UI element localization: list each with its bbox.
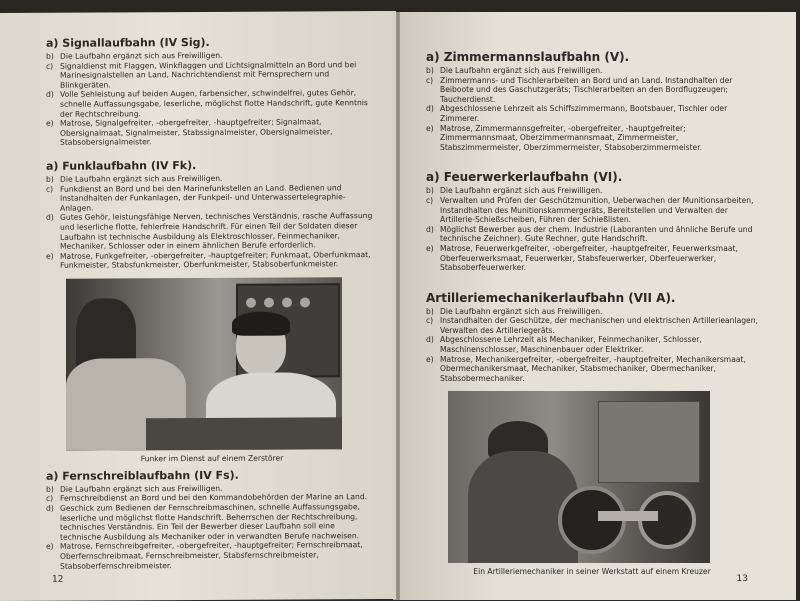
item-text: Die Laufbahn ergänzt sich aus Freiwilligen. bbox=[440, 186, 603, 196]
item-text: Die Laufbahn ergänzt sich aus Freiwilligen. bbox=[60, 173, 223, 184]
item-label: c) bbox=[426, 195, 434, 205]
item-label: e) bbox=[426, 243, 434, 253]
item-text: Matrose, Signalgefreiter, -obergefreiter, -hauptgefreiter; Signalmaat, Obersignalmaat, Signalmeister, Stabssignalmeister, Obersignalmeister, Stabsobersignalmeister. bbox=[60, 117, 333, 148]
item-text: Geschick zum Bedienen der Fernschreibmaschinen, schnelle Auffassungsgabe, leserliche und möglichst flotte Handschrift. Beherrschen der Rechtschreibung, technisches Verständnis. Ein Teil der Bewerber dieser Laufbahn soll eine technische Ausbildung als Mechaniker oder in verwandten Berufe nachweisen. bbox=[60, 502, 360, 542]
list-item bbox=[46, 502, 378, 542]
item-label: c) bbox=[46, 494, 54, 504]
page-number: 13 bbox=[736, 574, 748, 584]
section-artilleriemechanikerlaufbahn bbox=[426, 291, 758, 384]
list-item bbox=[46, 60, 378, 91]
list-item bbox=[426, 225, 758, 244]
item-text: Matrose, Zimmermannsgefreiter, -obergefreiter, -hauptgefreiter; Zimmermannsmaat, Oberzimmermannsmaat, Zimmermeister, Stabszimmermeister, Oberzimmermeister, Stabsoberzimmermeister. bbox=[440, 123, 703, 152]
item-label: e) bbox=[46, 118, 54, 128]
section-funklaufbahn bbox=[46, 158, 378, 271]
item-label: c) bbox=[46, 184, 54, 194]
item-text: Die Laufbahn ergänzt sich aus Freiwilligen. bbox=[60, 50, 223, 61]
item-text: Funkdienst an Bord und bei den Marinefunkstellen an Land. Bedienen und Instandhalten der Funkanlagen, der Funkpeil- und Unterwassertelegraphie-Anlagen. bbox=[60, 182, 346, 213]
section-heading: a) Funklaufbahn (IV Fk). bbox=[46, 158, 197, 173]
item-label: e) bbox=[46, 251, 54, 261]
list-item bbox=[426, 355, 758, 384]
item-text: Verwalten und Prüfen der Geschützmunition, Ueberwachen der Munitionsarbeiten, Instandhalten des Munitionskammergeräts, Bereitstellen und Verwalten der Artillerie-Schießscheiben, Führen der Schießlisten. bbox=[440, 195, 754, 225]
list-item bbox=[426, 335, 758, 354]
item-text: Fernschreibdienst an Bord und bei den Kommandobehörden der Marine an Land. bbox=[60, 492, 368, 504]
section-signallaufbahn bbox=[46, 35, 378, 148]
section-heading: a) Feuerwerkerlaufbahn (VI). bbox=[426, 170, 623, 185]
item-label: c) bbox=[426, 75, 434, 85]
list-item bbox=[426, 104, 758, 123]
item-label: e) bbox=[46, 542, 54, 552]
list-item bbox=[46, 211, 378, 251]
item-label: d) bbox=[46, 503, 54, 513]
item-label: d) bbox=[426, 104, 434, 114]
list-item bbox=[46, 183, 378, 214]
item-text: Matrose, Feuerwerkgefreiter, -obergefreiter, -hauptgefreiter, Feuerwerksmaat, Oberfeuerwerksmaat, Feuerwerker, Stabsfeuerwerker, Oberfeuerwerker, Stabsoberfeuerwerker. bbox=[440, 243, 738, 273]
item-label: b) bbox=[426, 186, 434, 196]
section-heading: a) Fernschreiblaufbahn (IV Fs). bbox=[46, 468, 239, 483]
item-label: c) bbox=[426, 316, 434, 326]
item-text: Die Laufbahn ergänzt sich aus Freiwilligen. bbox=[440, 306, 603, 316]
left-page bbox=[0, 11, 396, 601]
section-heading: Artilleriemechanikerlaufbahn (VII A). bbox=[426, 290, 676, 305]
list-item bbox=[426, 76, 758, 105]
right-page bbox=[400, 12, 796, 600]
item-text: Abgeschlossene Lehrzeit als Mechaniker, Feinmechaniker, Schlosser, Maschinenschlosser, Maschinenbauer oder Elektriker. bbox=[440, 335, 702, 355]
photo-caption: Funker im Dienst auf einem Zerstörer bbox=[140, 453, 284, 464]
item-text: Abgeschlossene Lehrzeit als Schiffszimmermann, Bootsbauer, Tischler oder Zimmerer. bbox=[440, 104, 728, 123]
list-item bbox=[426, 196, 758, 225]
list-item bbox=[46, 88, 378, 119]
item-text: Instandhalten der Geschütze, der mechanischen und elektrischen Artillerieanlagen, Verwalten des Artilleriegeräts. bbox=[440, 316, 758, 335]
photo-radio-operator bbox=[66, 277, 342, 450]
section-fernschreiblaufbahn bbox=[46, 468, 378, 571]
photo-caption: Ein Artilleriemechaniker in seiner Werkstatt auf einem Kreuzer bbox=[473, 567, 711, 577]
section-feuerwerkerlaufbahn bbox=[426, 170, 758, 272]
item-label: d) bbox=[46, 90, 54, 100]
item-text: Matrose, Mechanikergefreiter, -obergefreiter, -hauptgefreiter, Mechanikersmaat, Obermechanikersmaat, Mechaniker, Stabsmechaniker, Obermechaniker, Stabsobermechaniker. bbox=[440, 354, 746, 383]
item-label: c) bbox=[46, 61, 54, 71]
item-label: d) bbox=[426, 335, 434, 345]
list-item bbox=[426, 186, 758, 196]
item-text: Matrose, Funkgefreiter, -obergefreiter, -hauptgefreiter; Funkmaat, Oberfunkmaat, Funkmeister, Stabsfunkmeister, Oberfunkmeister, Stabsoberfunkmeister. bbox=[60, 249, 371, 271]
list-item bbox=[426, 244, 758, 273]
list-item bbox=[426, 316, 758, 335]
item-label: d) bbox=[46, 213, 54, 223]
section-heading: a) Signallaufbahn (IV Sig). bbox=[46, 35, 210, 50]
item-label: b) bbox=[46, 174, 54, 184]
list-item bbox=[426, 66, 758, 76]
list-item bbox=[46, 540, 378, 571]
item-text: Die Laufbahn ergänzt sich aus Freiwilligen. bbox=[440, 66, 603, 75]
item-text: Signaldienst mit Flaggen, Winkflaggen und Lichtsignalmitteln an Bord und bei Marinesignalstellen an Land, Nachrichtendienst mit Fernsprechern und Blinkgeräten. bbox=[60, 59, 357, 90]
list-item bbox=[46, 117, 378, 148]
item-label: b) bbox=[426, 306, 434, 316]
page-number: 12 bbox=[52, 574, 64, 585]
item-label: d) bbox=[426, 224, 434, 234]
item-text: Die Laufbahn ergänzt sich aus Freiwilligen. bbox=[60, 483, 223, 494]
item-text: Gutes Gehör, leistungsfähige Nerven, technisches Verständnis, rasche Auffassung und leserliche flotte, fehlerfreie Handschrift. Für einen Teil der Soldaten dieser Laufbahn ist technische Ausbildung als Elektroschlosser, Feinmechaniker, Mechaniker, Schlosser oder in einem ähnlichen Berufe erforderlich. bbox=[60, 211, 373, 251]
item-text: Matrose, Fernschreibgefreiter, -obergefreiter, -hauptgefreiter; Fernschreibmaat, Oberfernschreibmaat, Fernschreibmeister, Stabsfernschreibmeister, Stabsoberfernschreibmeister. bbox=[60, 540, 363, 571]
item-label: e) bbox=[426, 123, 434, 133]
item-label: b) bbox=[426, 66, 434, 75]
list-item bbox=[46, 250, 378, 271]
item-text: Zimmermanns- und Tischlerarbeiten an Bord und an Land. Instandhalten der Beiboote und des Gaschutzgeräts; Tischlerarbeiten an den Bordflugzeugen; Taucherdienst. bbox=[440, 75, 733, 104]
item-label: b) bbox=[46, 484, 54, 494]
list-item bbox=[426, 307, 758, 317]
list-item bbox=[426, 124, 758, 153]
photo-artillery-mechanic bbox=[448, 391, 710, 563]
item-text: Volle Sehleistung auf beiden Augen, farbensicher, schwindelfrei, gutes Gehör, schnelle Auffassungsgabe, leserliche, möglichst flotte Handschrift, gute Kenntnis der Rechtschreibung. bbox=[60, 88, 368, 119]
section-zimmermannslaufbahn bbox=[426, 50, 758, 152]
item-text: Möglichst Bewerber aus der chem. Industrie (Laboranten und ähnliche Berufe und technische Zeichner). Gute Rechner, gute Handschrift. bbox=[440, 224, 753, 244]
item-label: b) bbox=[46, 51, 54, 61]
item-label: e) bbox=[426, 354, 434, 364]
section-heading: a) Zimmermannslaufbahn (V). bbox=[426, 50, 630, 64]
